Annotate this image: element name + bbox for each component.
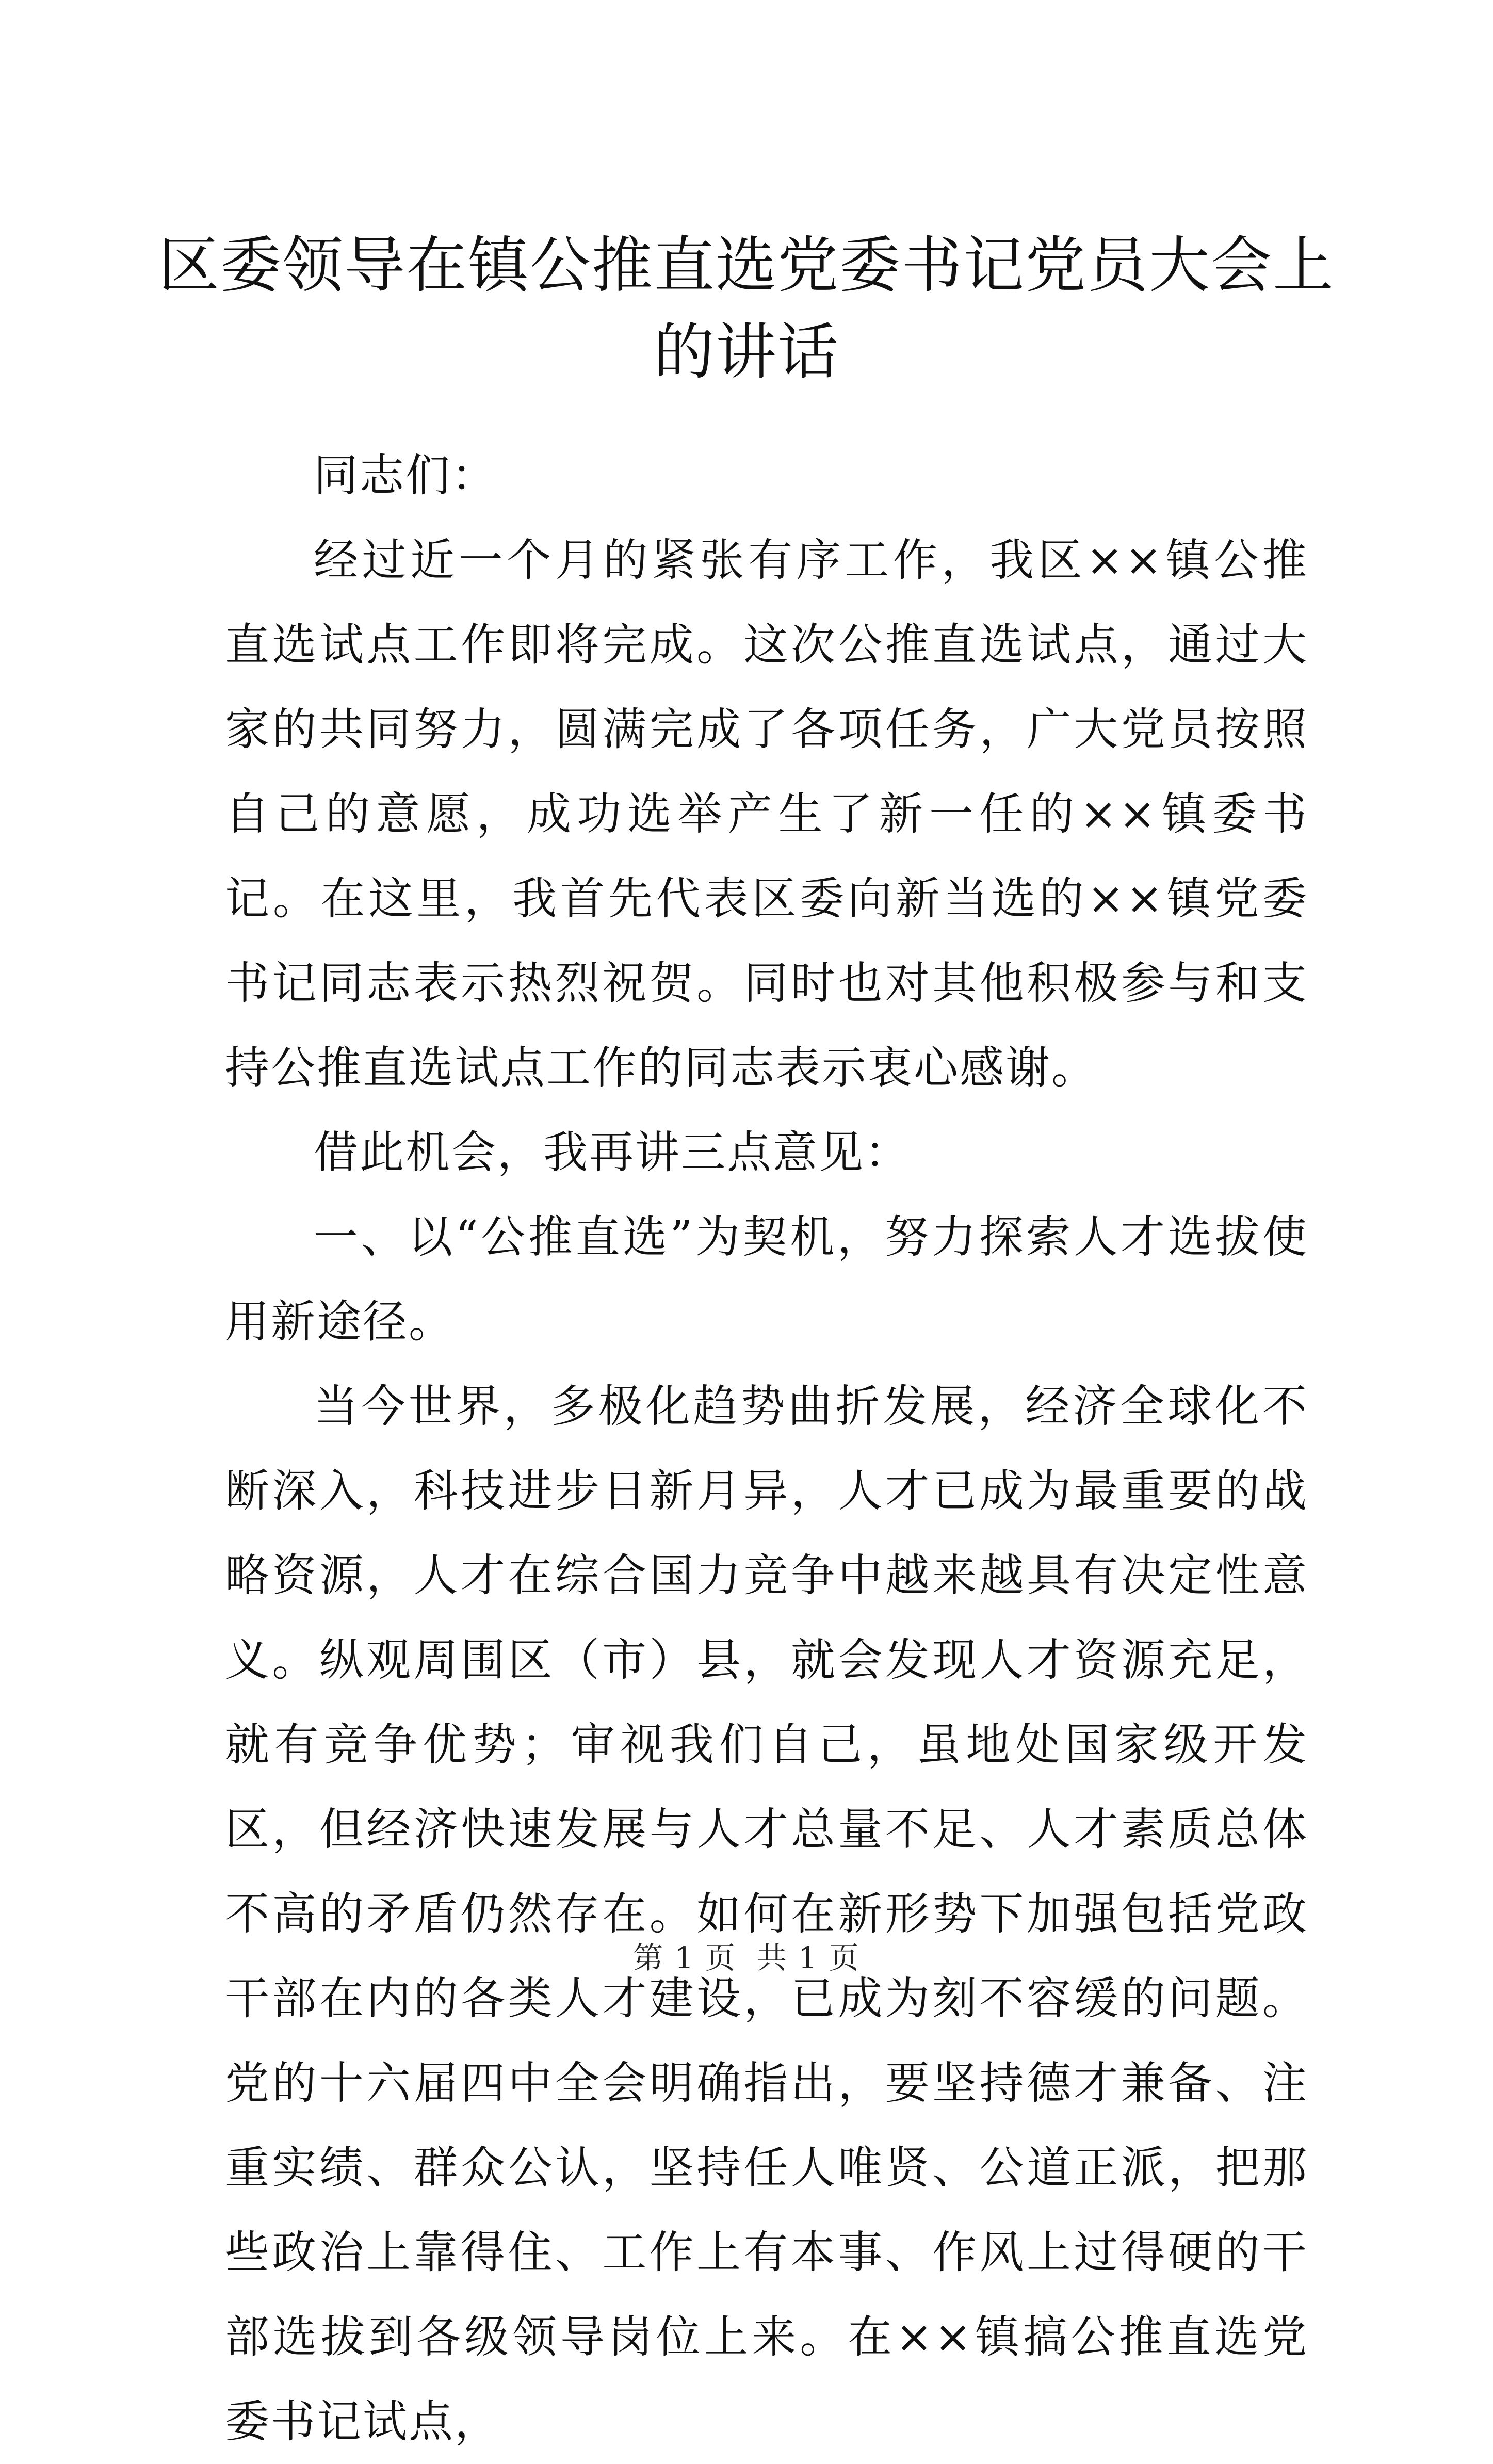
page-footer xyxy=(0,1940,1493,1976)
document-title: 区委领导在镇公推直选党委书记党员大会上的讲话 xyxy=(158,230,1335,387)
document-body xyxy=(225,433,1308,2464)
page-total: 共 1 页 xyxy=(757,1940,860,1975)
paragraph-intro: 经过近一个月的紧张有序工作，我区××镇公推直选试点工作即将完成。这次公推直选试点，通过大家的共同努力，圆满完成了各项任务，广大党员按照自己的意愿，成功选举产生了新一任的××镇委书记。在这里，我首先代表区委向新当选的××镇党委书记同志表示热烈祝贺。同时也对其他积极参与和支持公推直选试点工作的同志表示衷心感谢。 xyxy=(225,534,1308,1094)
paragraph-section-1: 当今世界，多极化趋势曲折发展，经济全球化不断深入，科技进步日新月异，人才已成为最重要的战略资源，人才在综合国力竞争中越来越具有决定性意义。纵观周围区（市）县，就会发现人才资源充足，就有竞争优势；审视我们自己，虽地处国家级开发区，但经济快速发展与人才总量不足、人才素质总体不高的矛盾仍然存在。如何在新形势下加强包括党政干部在内的各类人才建设，已成为刻不容缓的问题。党的十六届四中全会明确指出，要坚持德才兼备、注重实绩、群众公认，坚持任人唯贤、公道正派，把那些政治上靠得住、工作上有本事、作风上过得硬的干部选拔到各级领导岗位上来。在××镇搞公推直选党委书记试点， xyxy=(225,1381,1308,2447)
paragraph-transition: 借此机会，我再讲三点意见： xyxy=(314,1127,911,1178)
section-heading-1: 一、以“公推直选”为契机，努力探索人才选拔使用新途径。 xyxy=(225,1211,1308,1348)
page-number: 第 1 页 xyxy=(633,1940,736,1975)
paragraph-salutation: 同志们： xyxy=(314,450,497,501)
